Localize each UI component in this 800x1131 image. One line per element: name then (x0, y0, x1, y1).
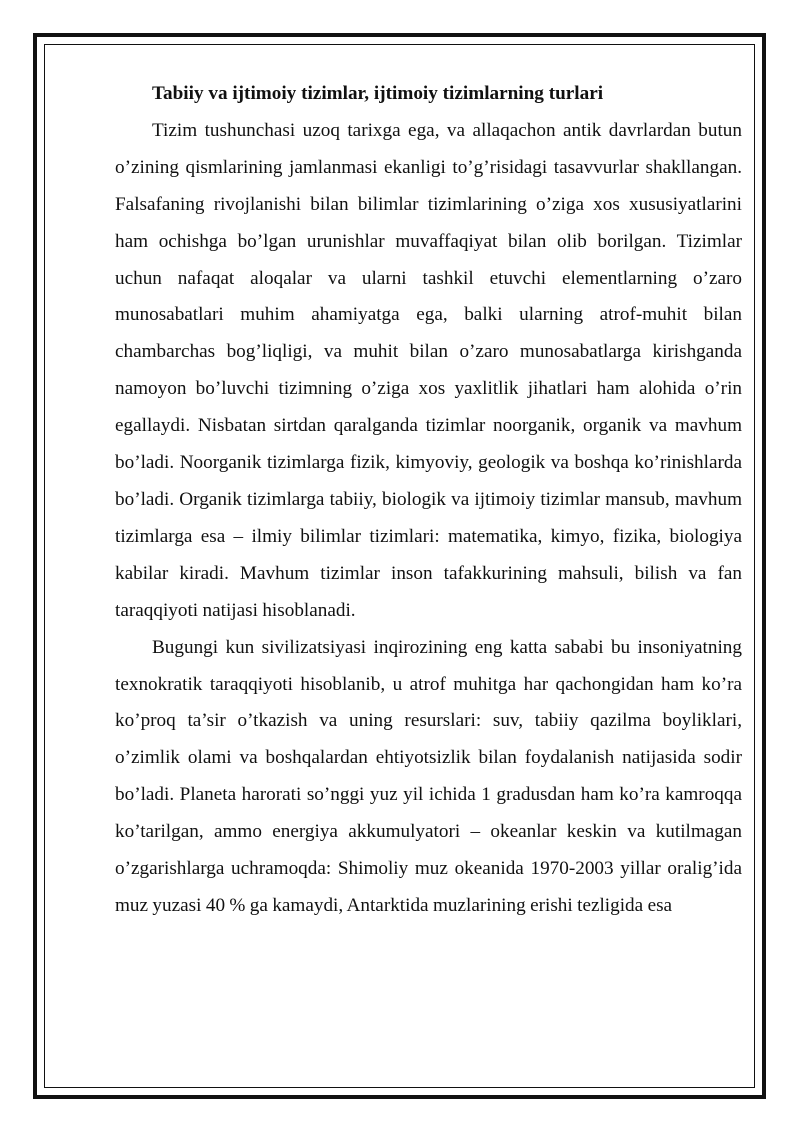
document-title: Tabiiy va ijtimoiy tizimlar, ijtimoiy tizimlarning turlari (152, 83, 604, 104)
paragraph-1: Tizim tushunchasi uzoq tarixga ega, va allaqachon antik davrlardan butun o’zining qismlarining jamlanmasi ekanligi to’g’risidagi tasavvurlar shakllangan. Falsafaning rivojlanishi bilan bilimlar tizimlarining o’ziga xos xususiyatlarini ham ochishga bo’lgan urunishlar muvaffaqiyat bilan olib borilgan. Tizimlar uchun nafaqat aloqalar va ularni tashkil etuvchi elementlarning o’zaro munosabatlari muhim ahamiyatga ega, balki ularning atrof-muhit bilan chambarchas bog’liqligi, va muhit bilan o’zaro munosabatlarga kirishganda namoyon bo’luvchi tizimning o’ziga xos yaxlitlik jihatlari ham alohida o’rin egallaydi. Nisbatan sirtdan qaralganda tizimlar noorganik, organik va mavhum bo’ladi. Noorganik tizimlarga fizik, kimyoviy, geologik va boshqa ko’rinishlarda bo’ladi. Organik tizimlarga tabiiy, biologik va ijtimoiy tizimlar mansub, mavhum tizimlarga esa – ilmiy bilimlar tizimlari: matematika, kimyo, fizika, biologiya kabilar kiradi. Mavhum tizimlar inson tafakkurining mahsuli, bilish va fan taraqqiyoti natijasi hisoblanadi. (115, 119, 742, 621)
paragraph-2: Bugungi kun sivilizatsiyasi inqirozining eng katta sababi bu insoniyatning texnokratik taraqqiyoti hisoblanib, u atrof muhitga har qachongidan ham ko’ra ko’proq ta’sir o’tkazish va uning resurslari: suv, tabiiy qazilma boyliklari, o’zimlik olami va boshqalardan ehtiyotsizlik bilan foydalanish natijasida sodir bo’ladi. Planeta harorati so’nggi yuz yil ichida 1 gradusdan ham ko’ra kamroqqa ko’tarilgan, ammo energiya akkumulyatori – okeanlar keskin va kutilmagan o’zgarishlarga uchramoqda: Shimoliy muz okeanida 1970-2003 yillar oralig’ida muz yuzasi 40 % ga kamaydi, Antarktida muzlarining erishi tezligida esa (115, 636, 742, 916)
document-body (115, 76, 742, 925)
